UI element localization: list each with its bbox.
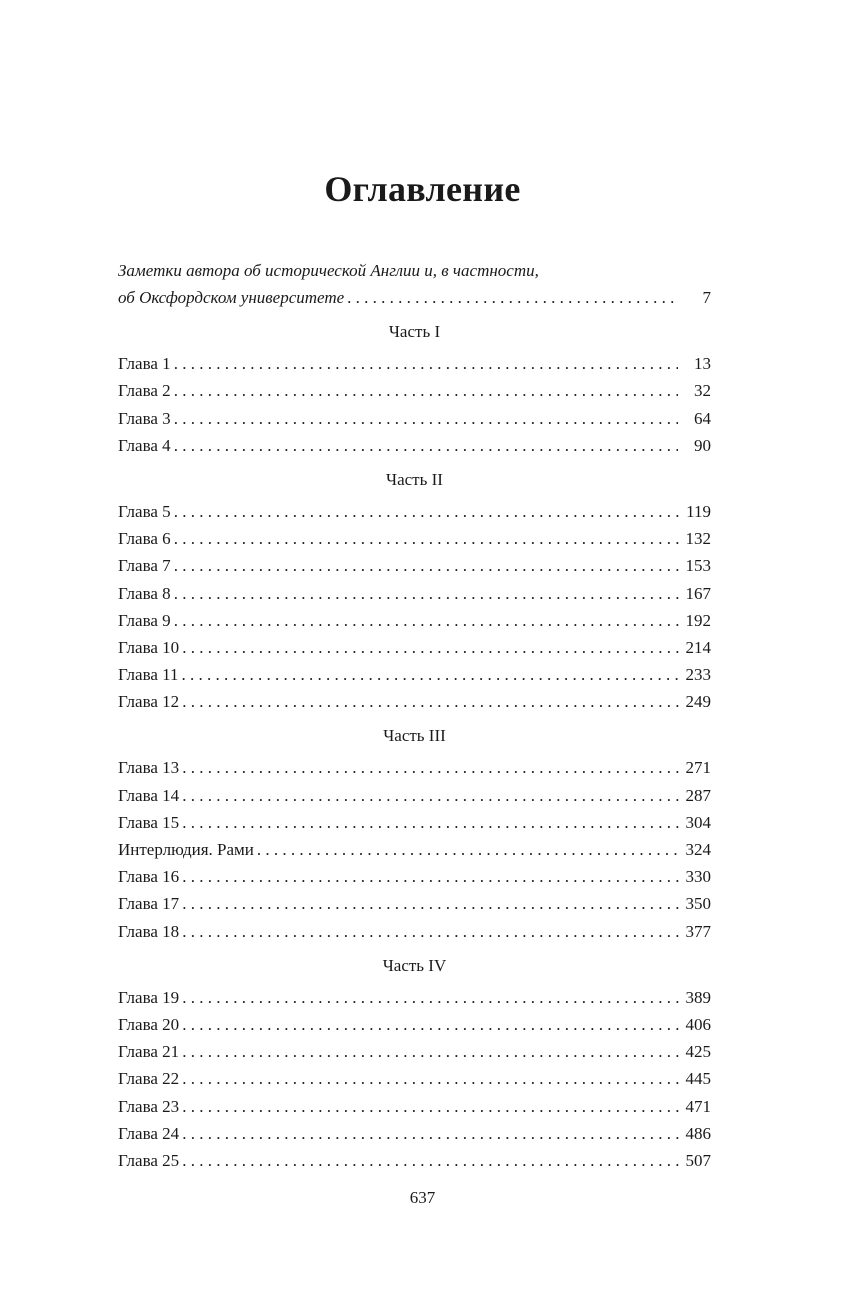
entry-page: 32	[694, 381, 711, 401]
toc-entry	[118, 552, 711, 579]
entry-label: Глава 15	[118, 812, 180, 832]
dot-leader	[182, 890, 682, 917]
entry-label: Глава 12	[118, 692, 180, 712]
dot-leader	[182, 688, 682, 715]
intro-entry-line1: Заметки автора об исторической Англии и, в частности,	[118, 261, 539, 280]
entry-label: Глава 18	[118, 921, 180, 941]
intro-entry	[118, 258, 711, 311]
dot-leader	[174, 350, 678, 377]
toc-entry	[118, 377, 711, 404]
entry-page: 350	[685, 894, 711, 914]
toc-entry	[118, 918, 711, 945]
entry-page: 287	[685, 785, 711, 805]
entry-label: Глава 22	[118, 1069, 180, 1089]
entry-page: 324	[685, 840, 711, 859]
entry-page: 486	[685, 1123, 711, 1143]
toc-entry	[118, 754, 711, 781]
entry-page: 249	[685, 692, 711, 712]
page-number: 637	[409, 1188, 436, 1207]
entry-page: 233	[685, 665, 711, 685]
dot-leader	[174, 607, 683, 634]
entry-page: 192	[685, 610, 711, 630]
dot-leader	[174, 552, 683, 579]
dot-leader	[182, 661, 683, 688]
intro-entry-line2	[118, 284, 711, 311]
dot-leader	[182, 918, 682, 945]
dot-leader	[182, 1038, 682, 1065]
part-heading: Часть III	[383, 726, 446, 746]
entry-label: Глава 6	[118, 529, 171, 549]
entry-page: 507	[685, 1150, 711, 1170]
entry-label: Глава 3	[118, 408, 171, 428]
toc-entry	[118, 863, 711, 890]
entry-label: Глава 21	[118, 1042, 180, 1062]
dot-leader	[182, 809, 682, 836]
entry-label: Глава 25	[118, 1150, 180, 1170]
dot-leader	[174, 377, 678, 404]
entry-label: Глава 9	[118, 610, 171, 630]
toc-entry	[118, 809, 711, 836]
dot-leader	[174, 498, 683, 525]
part-heading: Часть II	[386, 469, 443, 489]
entry-page: 425	[685, 1042, 711, 1062]
page-title: Оглавление	[324, 169, 521, 209]
toc-entry	[118, 890, 711, 917]
dot-leader	[182, 1065, 682, 1092]
toc-entry	[118, 432, 711, 459]
toc-entry	[118, 836, 711, 863]
entry-page: 445	[685, 1069, 711, 1089]
entry-label: Глава 13	[118, 758, 180, 778]
entry-page: 64	[694, 408, 711, 428]
entry-label: Глава 19	[118, 987, 180, 1007]
entry-page: 167	[685, 583, 711, 603]
toc-entry	[118, 1011, 711, 1038]
entry-label: об Оксфордском университете	[118, 288, 345, 307]
entry-page: 406	[685, 1014, 711, 1034]
dot-leader	[182, 754, 682, 781]
entry-page: 119	[686, 501, 711, 521]
toc-entry	[118, 1038, 711, 1065]
part-heading: Часть IV	[382, 955, 447, 975]
entry-page: 214	[685, 637, 711, 657]
dot-leader	[174, 580, 683, 607]
entry-label: Глава 24	[118, 1123, 180, 1143]
dot-leader	[182, 782, 682, 809]
entry-label: Глава 14	[118, 785, 180, 805]
entry-label: Глава 2	[118, 381, 171, 401]
dot-leader	[182, 1011, 682, 1038]
dot-leader	[182, 1147, 682, 1174]
entry-page: 271	[685, 758, 711, 778]
dot-leader	[182, 1093, 682, 1120]
toc-entry	[118, 1120, 711, 1147]
entry-label: Глава 10	[118, 637, 180, 657]
toc-entry	[118, 1147, 711, 1174]
toc-entry	[118, 405, 711, 432]
part-heading: Часть I	[388, 322, 441, 342]
toc-entry	[118, 350, 711, 377]
entry-page: 90	[694, 435, 711, 455]
entry-page: 132	[685, 529, 711, 549]
entry-label: Глава 8	[118, 583, 171, 603]
toc-entry	[118, 607, 711, 634]
entry-page: 471	[685, 1096, 711, 1116]
entry-page: 13	[694, 354, 711, 374]
dot-leader	[174, 432, 678, 459]
entry-label: Глава 7	[118, 556, 171, 576]
toc-entry	[118, 984, 711, 1011]
toc-entry	[118, 688, 711, 715]
entry-page: 389	[685, 987, 711, 1007]
dot-leader	[182, 634, 682, 661]
entry-label: Глава 16	[118, 867, 180, 887]
dot-leader	[182, 1120, 682, 1147]
entry-page: 330	[685, 867, 711, 887]
dot-leader	[174, 405, 678, 432]
entry-label: Глава 5	[118, 501, 171, 521]
dot-leader	[174, 525, 683, 552]
entry-page: 153	[685, 556, 711, 576]
entry-label: Глава 4	[118, 435, 171, 455]
entry-label: Глава 11	[118, 665, 179, 685]
toc-entry	[118, 782, 711, 809]
toc-entry	[118, 661, 711, 688]
dot-leader	[347, 284, 678, 311]
entry-label: Глава 20	[118, 1014, 180, 1034]
entry-page: 7	[702, 288, 711, 307]
toc-entry	[118, 498, 711, 525]
dot-leader	[182, 863, 682, 890]
toc-entry	[118, 1065, 711, 1092]
table-of-contents	[118, 258, 711, 1174]
entry-label: Глава 17	[118, 894, 180, 914]
dot-leader	[257, 836, 683, 863]
toc-entry	[118, 525, 711, 552]
toc-entry	[118, 580, 711, 607]
entry-label: Интерлюдия. Рами	[118, 840, 254, 859]
entry-page: 377	[685, 921, 711, 941]
entry-label: Глава 23	[118, 1096, 180, 1116]
toc-entry	[118, 1093, 711, 1120]
dot-leader	[182, 984, 682, 1011]
toc-entry	[118, 634, 711, 661]
entry-page: 304	[685, 812, 711, 832]
entry-label: Глава 1	[118, 354, 171, 374]
